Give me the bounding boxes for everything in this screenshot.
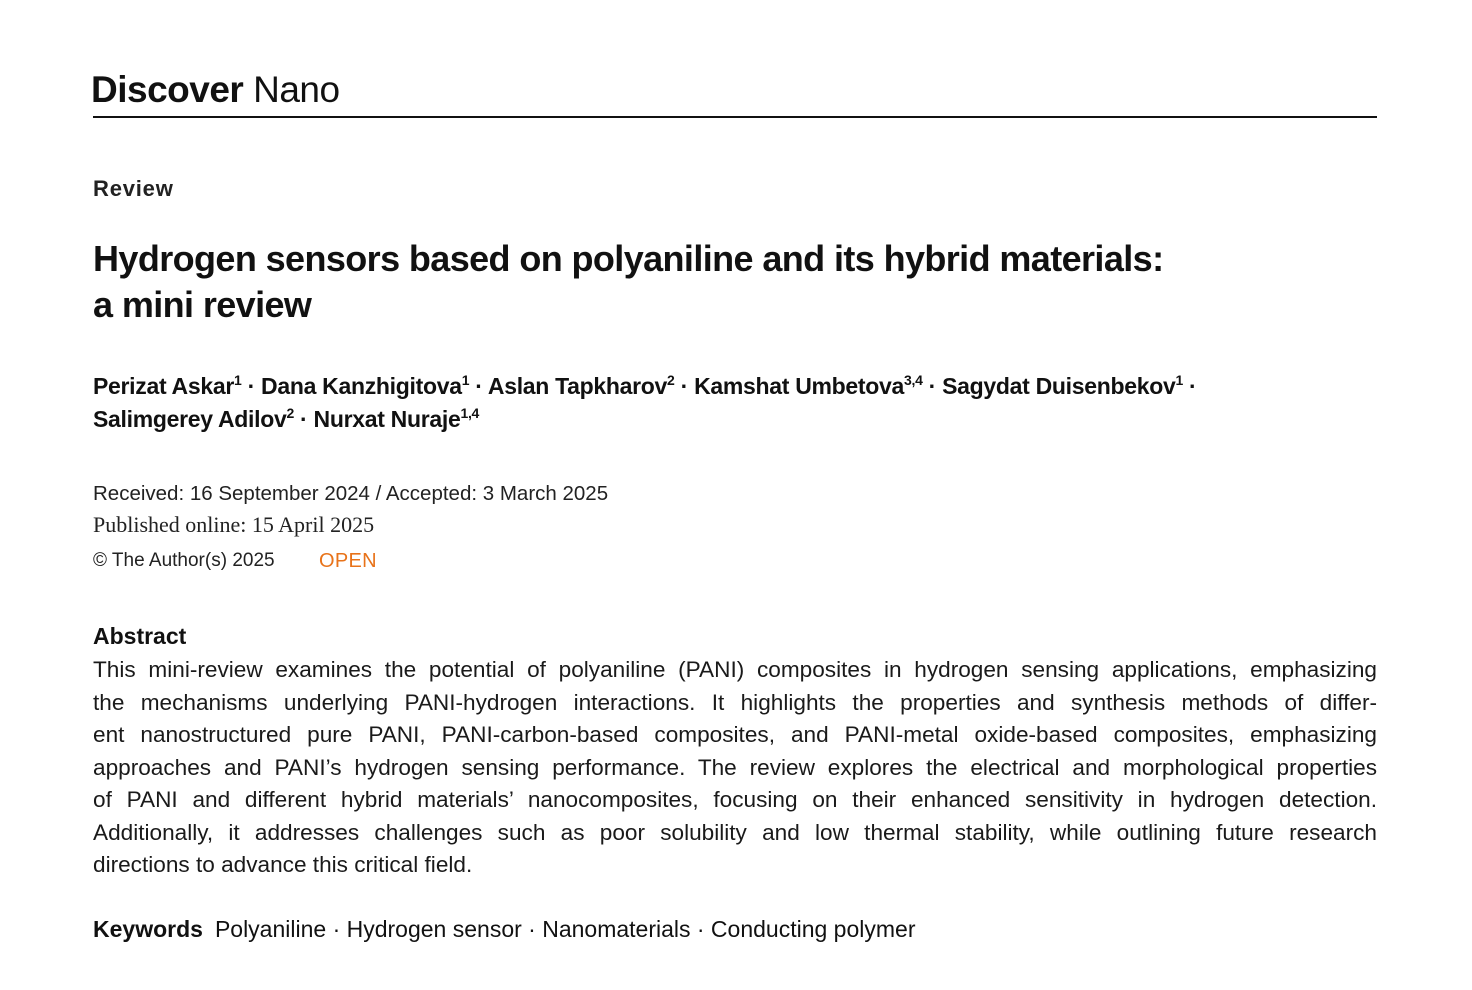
author-affiliation: 3,4	[904, 372, 923, 388]
abstract-line: This mini-review examines the potential of polyaniline (PANI) composites in hydrogen sensing applications, emphasizing	[93, 657, 1377, 682]
author-separator: ·	[1182, 373, 1197, 399]
published-date: Published online: 15 April 2025	[93, 512, 375, 537]
header-rule	[93, 116, 1377, 118]
title-line-1: Hydrogen sensors based on polyaniline and its hybrid materials:	[93, 238, 1164, 279]
keywords	[93, 914, 915, 944]
author-name[interactable]: Dana Kanzhigitova	[261, 373, 462, 399]
journal-name-light: Nano	[253, 69, 340, 110]
abstract-text	[93, 654, 1377, 882]
keywords-label: Keywords	[93, 916, 203, 942]
received-accepted-dates: Received: 16 September 2024 / Accepted: 3 March 2025	[93, 482, 609, 505]
author-separator: ·	[241, 373, 262, 399]
journal-name	[91, 68, 340, 112]
abstract-heading: Abstract	[93, 623, 187, 649]
article-type: Review	[93, 176, 174, 201]
author-affiliation: 1	[234, 372, 242, 388]
author-separator: ·	[674, 373, 695, 399]
author-name[interactable]: Salimgerey Adilov	[93, 406, 287, 432]
title-line-2: a mini review	[93, 284, 312, 325]
author-affiliation: 2	[286, 405, 294, 421]
author-name[interactable]: Kamshat Umbetova	[694, 373, 905, 399]
author-affiliation: 1	[461, 372, 470, 388]
author-line-1	[93, 370, 1373, 403]
abstract-line: ent nanostructured pure PANI, PANI-carbon-based composites, and PANI-metal oxide-based composites, emphasizing	[93, 722, 1377, 747]
author-line-2	[93, 403, 1373, 436]
abstract-line: directions to advance this critical field.	[93, 852, 473, 877]
author-separator: ·	[922, 373, 943, 399]
author-affiliation: 1,4	[460, 405, 480, 421]
author-separator: ·	[469, 373, 488, 399]
abstract-line: Additionally, it addresses challenges such as poor solubility and low thermal stability, while outlining future research	[93, 819, 1377, 845]
copyright-notice: © The Author(s) 2025	[93, 550, 275, 571]
abstract-line: of PANI and different hybrid materials’ nanocomposites, focusing on their enhanced sensitivity in hydrogen detection.	[93, 787, 1377, 812]
abstract-line: the mechanisms underlying PANI-hydrogen interactions. It highlights the properties and synthesis methods of differ-	[93, 689, 1377, 715]
author-name[interactable]: Sagydat Duisenbekov	[942, 373, 1176, 399]
author-name[interactable]: Perizat Askar	[93, 373, 234, 399]
author-name[interactable]: Nurxat Nuraje	[313, 406, 461, 432]
open-access-badge: OPEN	[319, 550, 377, 572]
author-list	[93, 370, 1373, 436]
author-name[interactable]: Aslan Tapkharov	[487, 373, 668, 399]
journal-name-bold: Discover	[91, 69, 244, 110]
article-title	[93, 236, 1293, 328]
keywords-list: Polyaniline · Hydrogen sensor · Nanomaterials · Conducting polymer	[214, 916, 916, 942]
author-separator: ·	[293, 406, 314, 432]
author-affiliation: 1	[1175, 372, 1183, 388]
abstract-line: approaches and PANI’s hydrogen sensing performance. The review explores the electrical and morphological properties	[93, 754, 1377, 780]
author-affiliation: 2	[667, 372, 675, 388]
